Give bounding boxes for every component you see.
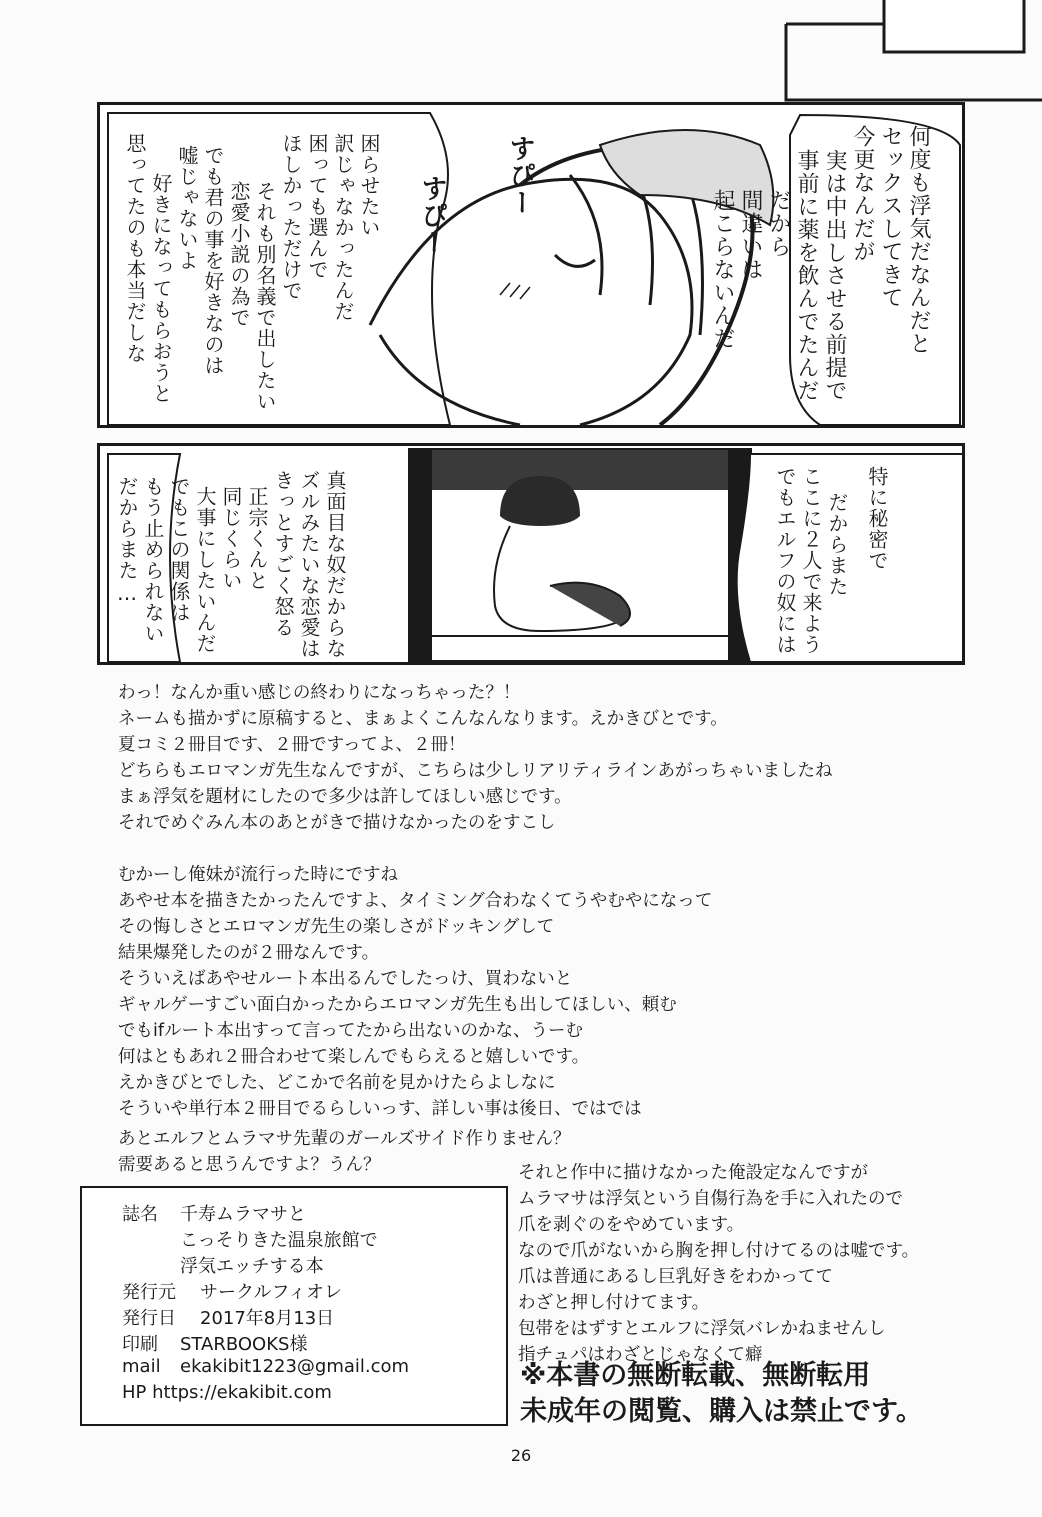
afterword-line: まぁ浮気を題材にしたので多少は許してほしい感じです。 xyxy=(118,787,572,807)
speech-line: 何度も浮気だなんだと xyxy=(906,125,931,355)
page-number: 26 xyxy=(510,1446,532,1465)
speech-line: でもこの関係は xyxy=(167,476,191,623)
speech-line: だからまた xyxy=(825,492,849,597)
colophon-title-line: 浮気エッチする本 xyxy=(180,1256,324,1277)
speech-line: 事前に薬を飲んでたんだ xyxy=(794,149,819,402)
afterword-line: むかーし俺妹が流行った時にですね xyxy=(118,865,398,885)
speech-line: だからまた… xyxy=(115,476,139,606)
sfx-text: すぴー xyxy=(417,175,447,256)
speech-line: 間違いは xyxy=(738,189,763,281)
speech-line: だから xyxy=(766,189,791,258)
copyright-warning xyxy=(520,1358,923,1430)
note-line: わざと押し付けてます。 xyxy=(518,1293,710,1313)
colophon-publisher-label: 発行元 xyxy=(122,1282,176,1303)
speech-line: ここに２人で来よう xyxy=(799,466,823,655)
speech-line: 困っても選んで xyxy=(305,133,329,280)
afterword-line: そういや単行本２冊目でるらしいっす、詳しい事は後日、ではでは xyxy=(118,1099,642,1119)
panel2-right-text-secret xyxy=(864,466,890,656)
colophon-printer: STARBOOKS様 xyxy=(180,1334,308,1355)
panel1-left-text xyxy=(122,133,382,428)
sfx-text: すぴー xyxy=(505,135,535,216)
colophon-print-label: 印刷 xyxy=(122,1334,158,1355)
note-line: それと作中に描けなかった俺設定なんですが xyxy=(518,1163,868,1183)
speech-line: 嘘じゃないよ xyxy=(175,145,199,271)
afterword-line: そういえばあやせルート本出るんでしたっけ、買わないと xyxy=(118,969,573,989)
speech-line: ほしかっただけで xyxy=(279,133,303,301)
speech-line: ズルみたいな恋愛は xyxy=(297,470,321,659)
speech-line: 特に秘密で xyxy=(865,466,889,571)
manga-panel-1 xyxy=(97,102,965,428)
speech-line: でも君の事を好きなのは xyxy=(201,145,225,376)
afterword-line: 夏コミ２冊目です、２冊ですってよ、２冊！ xyxy=(118,735,466,755)
speech-line: でもエルフの奴には xyxy=(773,466,797,655)
panel2-mid-text xyxy=(192,470,348,660)
colophon-title-line: こっそりきた温泉旅館で xyxy=(180,1230,378,1251)
colophon-title-line: 千寿ムラマサと xyxy=(180,1204,306,1225)
afterword-line: ネームも描かずに原稿すると、まぁよくこんなんなります。えかきびとです。 xyxy=(118,709,728,729)
afterword-line: わっ！なんか重い感じの終わりになっちゃった？！ xyxy=(118,683,521,703)
panel1-sfx xyxy=(418,135,534,315)
manga-panel-2 xyxy=(97,443,965,665)
speech-line: それも別名義で出したい xyxy=(253,181,277,412)
afterword-line: それでめぐみん本のあとがきで描けなかったのをすこし xyxy=(118,813,556,833)
colophon-mail: ekakibit1223@gmail.com xyxy=(180,1356,410,1377)
speech-line: 今更なんだが xyxy=(850,125,875,263)
colophon-box xyxy=(80,1186,508,1426)
note-line: 指チュパはわざとじゃなくて癖 xyxy=(518,1345,763,1365)
afterword-line: その悔しさとエロマンガ先生の楽しさがドッキングして xyxy=(118,917,555,937)
speech-line: 同じくらい xyxy=(219,486,243,591)
colophon-mail-label: mail xyxy=(122,1356,161,1377)
colophon-title-label: 誌名 xyxy=(122,1204,158,1225)
note-line: なので爪がないから胸を押し付けてるのは嘘です。 xyxy=(518,1241,920,1261)
colophon-date: 2017年8月13日 xyxy=(200,1308,335,1329)
speech-line: 困らせたい xyxy=(357,133,381,238)
afterword-line: 需要あると思うんですよ？うん？ xyxy=(118,1155,381,1175)
warning-line: ※本書の無断転載、無断転用 xyxy=(520,1360,871,1391)
note-line: 包帯をはずすとエルフに浮気バレかねませんし xyxy=(518,1319,886,1339)
colophon-hp: HP https://ekakibit.com xyxy=(122,1382,332,1403)
afterword-line: あやせ本を描きたかったんですよ、タイミング合わなくてうやむやになって xyxy=(118,891,713,911)
speech-line: 大事にしたいんだ xyxy=(193,486,217,654)
speech-line: 起こらないんだ xyxy=(710,189,735,350)
speech-line: セックスしてきて xyxy=(878,125,903,309)
panel1-right-text xyxy=(708,125,932,425)
afterword-line: どちらもエロマンガ先生なんですが、こちらは少しリアリティラインあがっちゃいましたね xyxy=(118,761,833,781)
note-line: ムラマサは浮気という自傷行為を手に入れたので xyxy=(518,1189,903,1209)
speech-line: 恋愛小説の為で xyxy=(227,181,251,328)
colophon-date-label: 発行日 xyxy=(122,1308,176,1329)
warning-line: 未成年の閲覧、購入は禁止です。 xyxy=(520,1396,923,1427)
speech-line: 真面目な奴だからな xyxy=(323,470,347,659)
speech-line: 正宗くんと xyxy=(245,486,269,591)
afterword-line: ギャルゲーすごい面白かったからエロマンガ先生も出してほしい、頼む xyxy=(118,995,677,1015)
afterword-line: でもifルート本出すって言ってたから出ないのかな、うーむ xyxy=(118,1021,583,1041)
afterword xyxy=(118,680,833,1122)
afterword-line: 何はともあれ２冊合わせて楽しんでもらえると嬉しいです。 xyxy=(118,1047,590,1067)
speech-line: 思ってたのも本当だしな xyxy=(123,133,147,364)
setting-notes xyxy=(518,1160,919,1368)
afterword-line: えかきびとでした、どこかで名前を見かけたらよしなに xyxy=(118,1073,556,1093)
speech-line: 実は中出しさせる前提で xyxy=(822,149,847,402)
colophon-publisher: サークルフィオレ xyxy=(200,1282,343,1303)
note-line: 爪を剥ぐのをやめています。 xyxy=(518,1215,745,1235)
panel2-right-text xyxy=(772,466,850,656)
speech-line: もう止められない xyxy=(141,476,165,644)
afterword-line: あとエルフとムラマサ先輩のガールズサイド作りません？ xyxy=(118,1129,571,1149)
note-line: 爪は普通にあるし巨乳好きをわかってて xyxy=(518,1267,833,1287)
panel2-left-text xyxy=(114,476,192,665)
speech-line: 訳じゃなかったんだ xyxy=(331,133,355,322)
afterword-spacer xyxy=(118,836,833,862)
speech-line: 好きになってもらおうと xyxy=(149,173,173,404)
afterword-postscript xyxy=(118,1126,571,1178)
corner-frame xyxy=(780,0,1042,108)
afterword-line: 結果爆発したのが２冊なんです。 xyxy=(118,943,380,963)
speech-line: きっとすごく怒る xyxy=(271,470,295,638)
